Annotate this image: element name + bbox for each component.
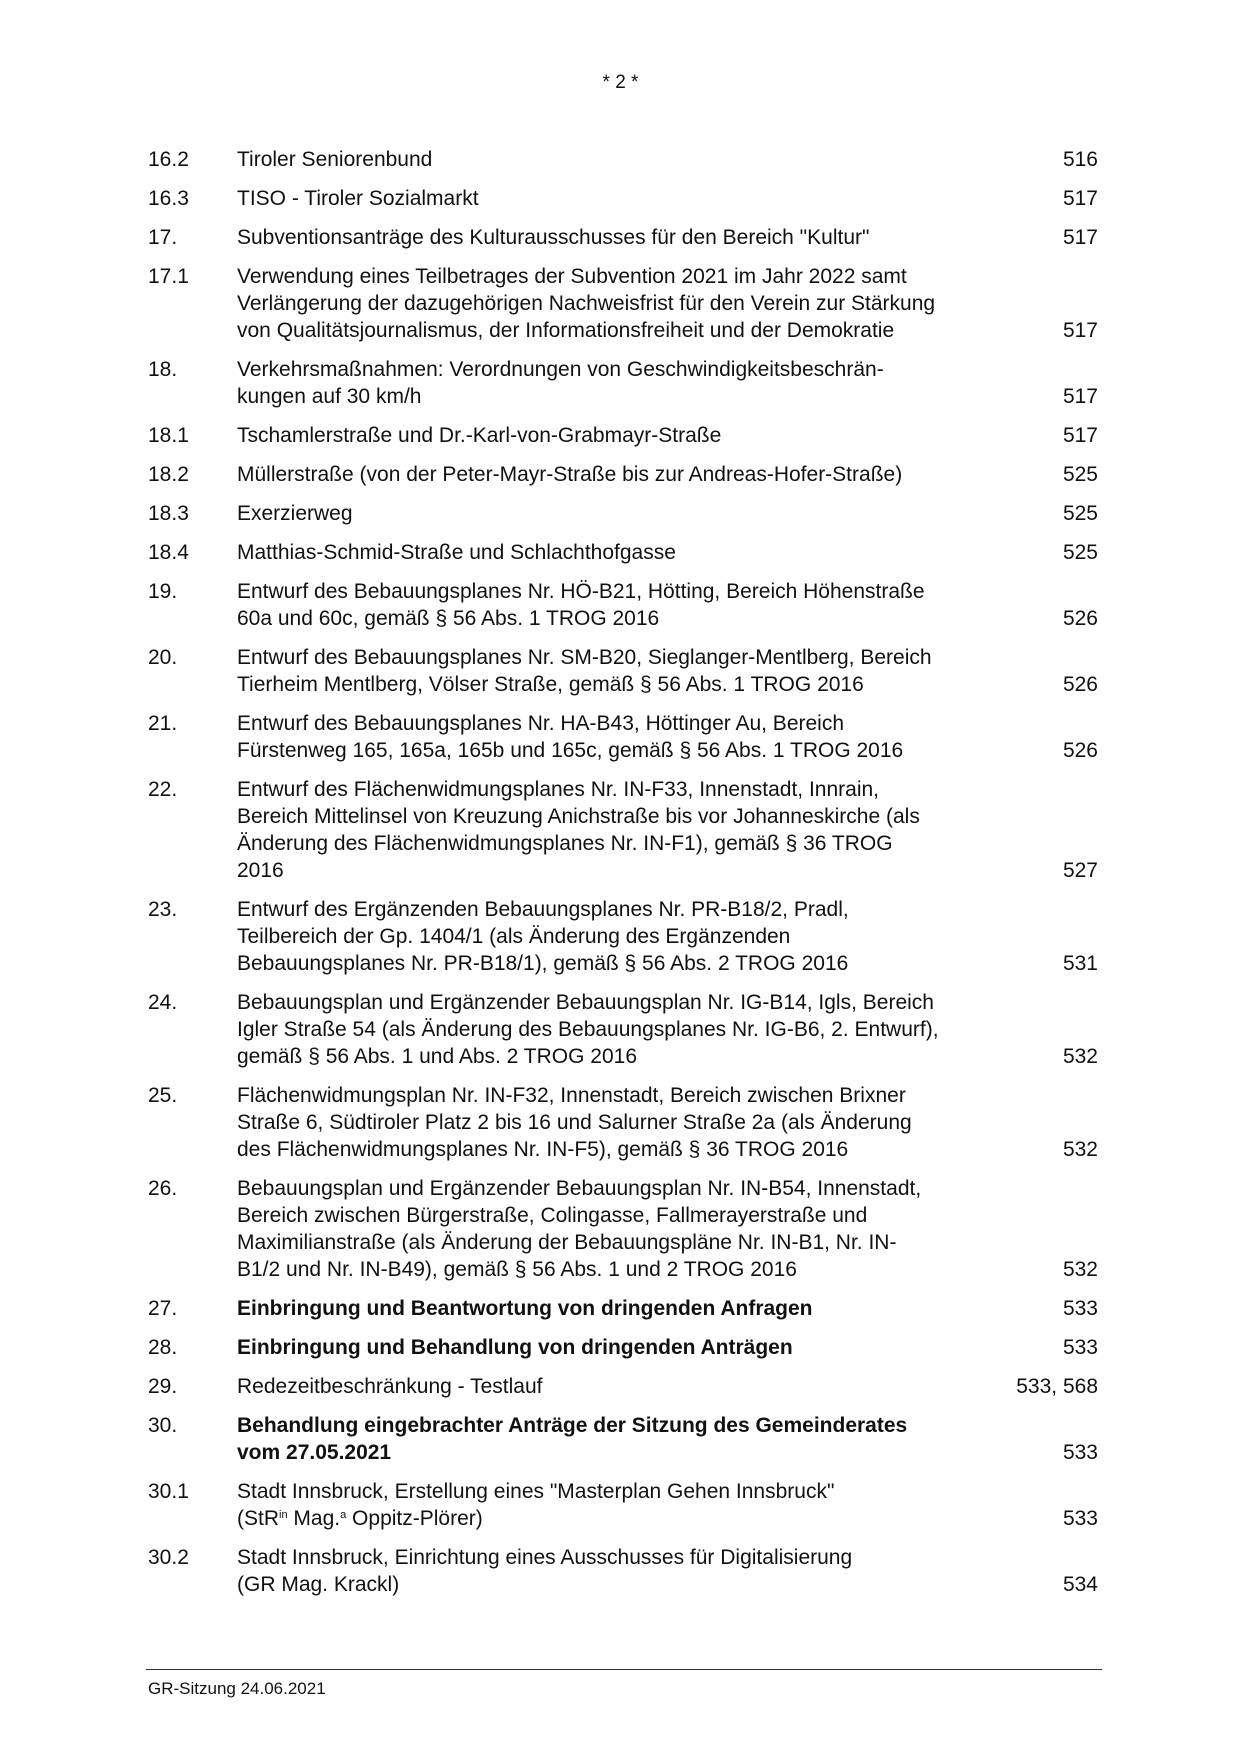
toc-entry-title-line: Einbringung und Behandlung von dringenden Anträgen [237,1336,793,1359]
toc-entry-title-line: von Qualitätsjournalismus, der Informationsfreiheit und der Demokratie [237,319,895,342]
superscript-text: a [340,1509,347,1521]
toc-entry-page: 527 [1062,859,1098,882]
toc-entry-title [237,185,1063,212]
footer-divider [146,1669,1102,1670]
toc-entry-number: 16.3 [148,187,189,210]
toc-entry-title [237,263,1063,344]
toc-entry [148,539,1098,566]
toc-entry-title [237,1544,1063,1598]
toc-entry-page: 517 [1062,385,1098,408]
toc-entry-page: 526 [1062,673,1098,696]
toc-entry-title-line: Entwurf des Bebauungsplanes Nr. HA-B43, Höttinger Au, Bereich [237,712,845,735]
title-text-fragment: (StR [237,1507,279,1530]
toc-entry-title-line: Teilbereich der Gp. 1404/1 (als Änderung des Ergänzenden [237,925,791,948]
toc-entry-title-line: Tiroler Seniorenbund [237,148,433,171]
toc-entry-title-line: Verkehrsmaßnahmen: Verordnungen von Geschwindigkeitsbeschrän- [237,358,884,381]
toc-entry-title-line: TISO - Tiroler Sozialmarkt [237,187,479,210]
toc-entry-page: 533 [1062,1507,1098,1530]
toc-entry [148,356,1098,410]
toc-entry-title-line: Matthias-Schmid-Straße und Schlachthofgasse [237,541,676,564]
toc-entry-title [237,989,1063,1070]
toc-entry-page: 533 [1062,1336,1098,1359]
toc-entry-page: 525 [1062,541,1098,564]
toc-entry-title-line: Flächenwidmungsplan Nr. IN-F32, Innenstadt, Bereich zwischen Brixner [237,1084,906,1107]
toc-entry-title-line: Fürstenweg 165, 165a, 165b und 165c, gemäß § 56 Abs. 1 TROG 2016 [237,739,904,762]
toc-entry-number: 21. [148,712,178,735]
toc-entry-number: 30.2 [148,1546,189,1569]
toc-entry [148,1295,1098,1322]
toc-entry-number: 30.1 [148,1480,189,1503]
toc-entry-page: 516 [1062,148,1098,171]
toc-entry-title-line: Maximilianstraße (als Änderung der Bebauungspläne Nr. IN-B1, Nr. IN- [237,1231,897,1254]
toc-entry-title-line [237,1505,1043,1532]
toc-entry-title-line: Entwurf des Ergänzenden Bebauungsplanes Nr. PR-B18/2, Pradl, [237,898,849,921]
toc-entry [148,1175,1098,1283]
toc-entry-title [237,1295,1063,1322]
toc-entry [148,776,1098,884]
toc-entry-number: 18.4 [148,541,189,564]
toc-entry-page: 525 [1062,463,1098,486]
toc-entry-title [237,578,1063,632]
toc-entry-number: 20. [148,646,178,669]
toc-entry-number: 18.3 [148,502,189,525]
toc-entry-page: 531 [1062,952,1098,975]
toc-entry-title-line: Bebauungsplan und Ergänzender Bebauungsplan Nr. IG-B14, Igls, Bereich [237,991,934,1014]
toc-entry-title-line: Verlängerung der dazugehörigen Nachweisfrist für den Verein zur Stärkung [237,292,936,315]
toc-entry-page: 532 [1062,1138,1098,1161]
toc-entry-title [237,422,1063,449]
toc-entry-title-line: Bebauungsplanes Nr. PR-B18/1), gemäß § 56 Abs. 2 TROG 2016 [237,952,849,975]
toc-entry-number: 16.2 [148,148,189,171]
toc-entry [148,1082,1098,1163]
toc-entry-number: 18.1 [148,424,189,447]
superscript-text: in [279,1509,288,1521]
toc-entry-page: 533 [1062,1297,1098,1320]
toc-entry-title [237,896,1063,977]
toc-entry [148,1412,1098,1466]
toc-entry-title-line: Exerzierweg [237,502,353,525]
toc-entry-title [237,1478,1063,1532]
toc-entry-title [237,146,1063,173]
toc-entry [148,1478,1098,1532]
toc-entry-title-line: 2016 [237,859,284,882]
toc-entry-number: 17. [148,226,178,249]
toc-entry-number: 28. [148,1336,178,1359]
toc-entry-number: 26. [148,1177,178,1200]
toc-entry-page: 534 [1062,1573,1098,1596]
toc-entry-title [237,1373,1016,1400]
toc-entry-title [237,1082,1063,1163]
table-of-contents [148,146,1098,1610]
toc-entry-title-line: Subventionsanträge des Kulturausschusses für den Bereich "Kultur" [237,226,870,249]
toc-entry-page: 517 [1062,226,1098,249]
toc-entry-number: 27. [148,1297,178,1320]
toc-entry-title-line: Tierheim Mentlberg, Völser Straße, gemäß § 56 Abs. 1 TROG 2016 [237,673,864,696]
toc-entry [148,461,1098,488]
toc-entry [148,1334,1098,1361]
toc-entry [148,578,1098,632]
toc-entry [148,644,1098,698]
toc-entry-number: 18. [148,358,178,381]
toc-entry-page: 532 [1062,1045,1098,1068]
toc-entry-title-line: Redezeitbeschränkung - Testlauf [237,1375,543,1398]
toc-entry-title-line: vom 27.05.2021 [237,1441,392,1464]
toc-entry-title-line: (GR Mag. Krackl) [237,1573,400,1596]
toc-entry-number: 22. [148,778,178,801]
toc-entry-page: 526 [1062,607,1098,630]
toc-entry [148,422,1098,449]
title-text-fragment: Oppitz-Plörer) [346,1507,483,1530]
toc-entry-number: 17.1 [148,265,189,288]
toc-entry-title [237,1175,1063,1283]
toc-entry-title [237,644,1063,698]
toc-entry-page: 525 [1062,502,1098,525]
toc-entry-title-line: Igler Straße 54 (als Änderung des Bebauungsplanes Nr. IG-B6, 2. Entwurf), [237,1018,939,1041]
toc-entry-title-line: Änderung des Flächenwidmungsplanes Nr. IN-F1), gemäß § 36 TROG [237,832,893,855]
toc-entry-title-line: Entwurf des Bebauungsplanes Nr. SM-B20, Sieglanger-Mentlberg, Bereich [237,646,932,669]
toc-entry-title [237,1334,1063,1361]
toc-entry-number: 19. [148,580,178,603]
toc-entry-page: 532 [1062,1258,1098,1281]
toc-entry [148,224,1098,251]
toc-entry-title-line: Bereich Mittelinsel von Kreuzung Anichstraße bis vor Johanneskirche (als [237,805,920,828]
toc-entry-title [237,356,1063,410]
toc-entry-title [237,1412,1063,1466]
toc-entry-title [237,539,1063,566]
toc-entry-number: 29. [148,1375,178,1398]
toc-entry-page: 526 [1062,739,1098,762]
title-text-fragment: Mag. [287,1507,341,1530]
toc-entry-title-line: Entwurf des Bebauungsplanes Nr. HÖ-B21, Hötting, Bereich Höhenstraße [237,580,925,603]
toc-entry-title-line: Bebauungsplan und Ergänzender Bebauungsplan Nr. IN-B54, Innenstadt, [237,1177,922,1200]
toc-entry-title-line: kungen auf 30 km/h [237,385,422,408]
toc-entry-title [237,500,1063,527]
toc-entry-number: 25. [148,1084,178,1107]
toc-entry-title-line: B1/2 und Nr. IN-B49), gemäß § 56 Abs. 1 und 2 TROG 2016 [237,1258,797,1281]
toc-entry-title-line: Bereich zwischen Bürgerstraße, Colingasse, Fallmerayerstraße und [237,1204,868,1227]
toc-entry-title [237,776,1063,884]
toc-entry-page: 533, 568 [1016,1375,1098,1398]
toc-entry-title-line: des Flächenwidmungsplanes Nr. IN-F5), gemäß § 36 TROG 2016 [237,1138,849,1161]
toc-entry-title-line: Einbringung und Beantwortung von dringenden Anfragen [237,1297,813,1320]
toc-entry-title-line: Tschamlerstraße und Dr.-Karl-von-Grabmayr-Straße [237,424,722,447]
toc-entry-title-line: Behandlung eingebrachter Anträge der Sitzung des Gemeinderates [237,1414,908,1437]
toc-entry-page: 533 [1062,1441,1098,1464]
toc-entry-title [237,710,1063,764]
toc-entry-number: 24. [148,991,178,1014]
toc-entry-title-line: 60a und 60c, gemäß § 56 Abs. 1 TROG 2016 [237,607,660,630]
toc-entry-page: 517 [1062,187,1098,210]
toc-entry [148,263,1098,344]
toc-entry [148,185,1098,212]
toc-entry [148,500,1098,527]
toc-entry-number: 23. [148,898,178,921]
toc-entry-title-line: Entwurf des Flächenwidmungsplanes Nr. IN-F33, Innenstadt, Innrain, [237,778,879,801]
page-number: * 2 * [602,72,639,93]
toc-entry-title-line: Verwendung eines Teilbetrages der Subvention 2021 im Jahr 2022 samt [237,265,907,288]
toc-entry [148,1373,1098,1400]
toc-entry-page: 517 [1062,319,1098,342]
toc-entry-title-line: Müllerstraße (von der Peter-Mayr-Straße bis zur Andreas-Hofer-Straße) [237,463,903,486]
toc-entry [148,146,1098,173]
toc-entry-title-line: Stadt Innsbruck, Einrichtung eines Ausschusses für Digitalisierung [237,1546,853,1569]
toc-entry-number: 30. [148,1414,178,1437]
toc-entry-title-line: Straße 6, Südtiroler Platz 2 bis 16 und Salurner Straße 2a (als Änderung [237,1111,912,1134]
toc-entry-title [237,461,1063,488]
toc-entry-title [237,224,1063,251]
toc-entry-number: 18.2 [148,463,189,486]
toc-entry-title-line: gemäß § 56 Abs. 1 und Abs. 2 TROG 2016 [237,1045,638,1068]
toc-entry-title-line: Stadt Innsbruck, Erstellung eines "Masterplan Gehen Innsbruck" [237,1480,835,1503]
toc-entry [148,710,1098,764]
toc-entry [148,896,1098,977]
footer-text: GR-Sitzung 24.06.2021 [148,1679,326,1698]
toc-entry [148,1544,1098,1598]
toc-entry [148,989,1098,1070]
toc-entry-page: 517 [1062,424,1098,447]
